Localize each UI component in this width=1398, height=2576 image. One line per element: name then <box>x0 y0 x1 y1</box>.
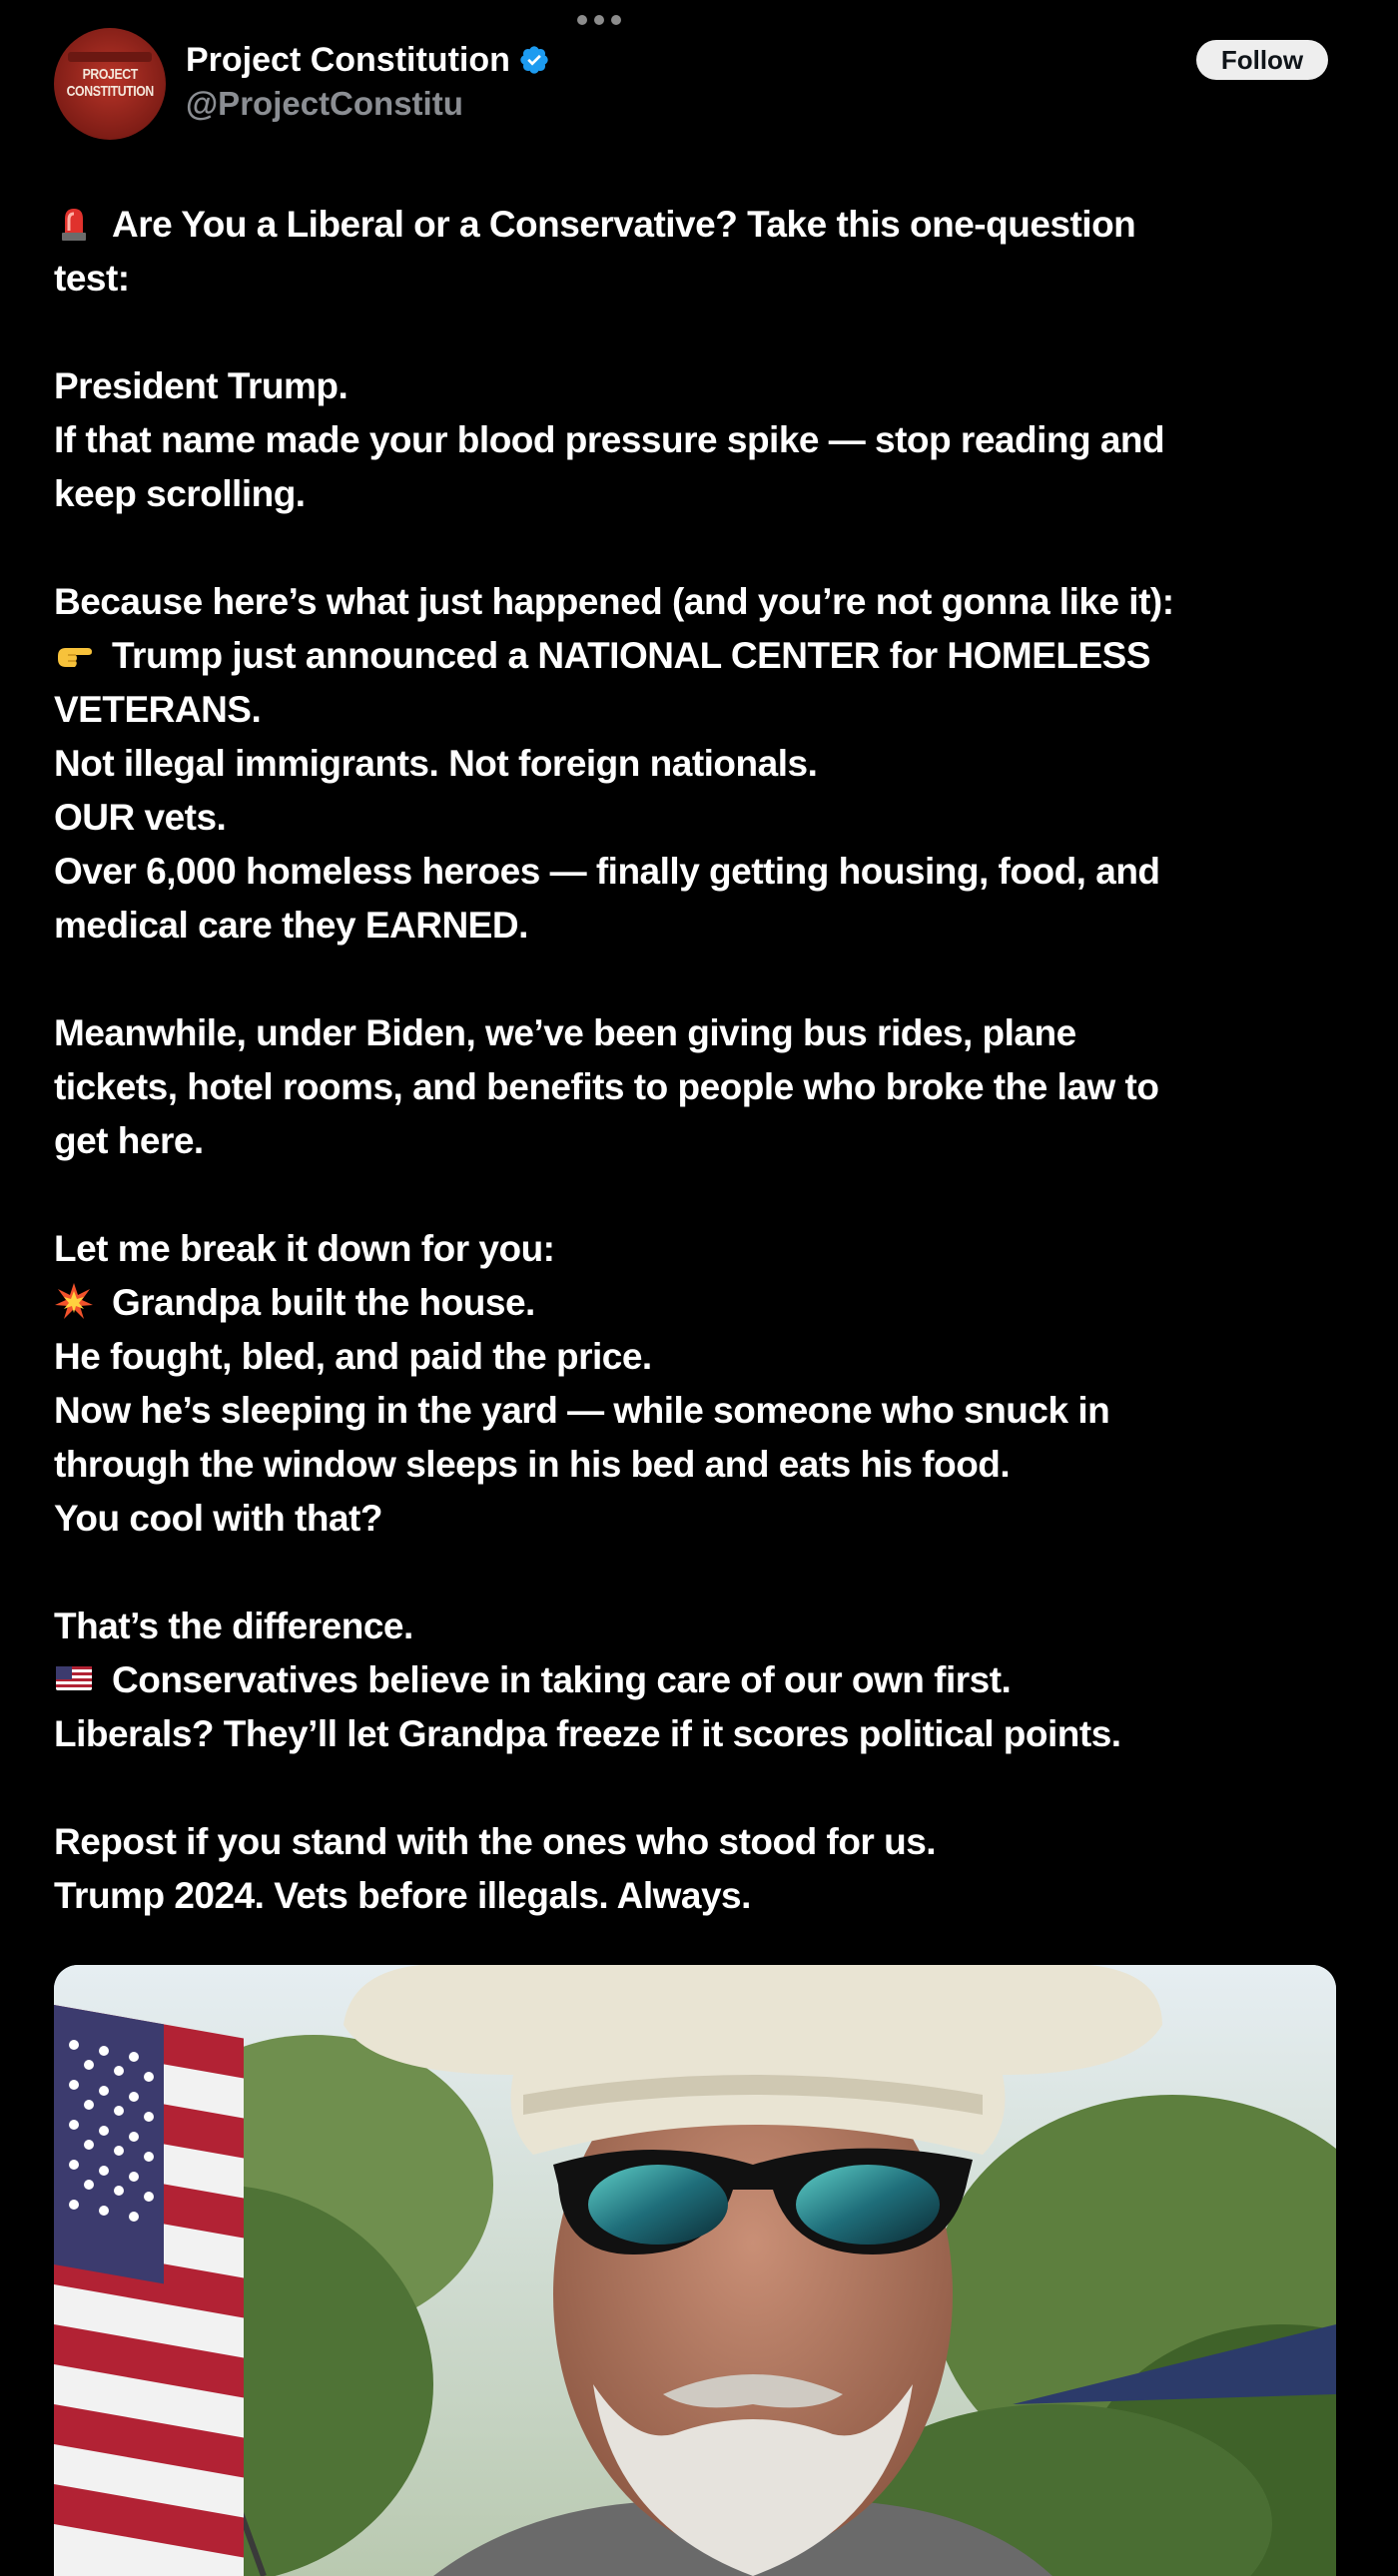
post-line-text: VETERANS. <box>54 689 262 730</box>
post-line-text: Because here’s what just happened (and you’re not gonna like it): <box>54 581 1174 622</box>
post-line-text: Grandpa built the house. <box>112 1282 535 1323</box>
post-line-text: Now he’s sleeping in the yard — while someone who snuck in <box>54 1390 1110 1431</box>
paragraph-break <box>54 953 1352 1006</box>
paragraph-break <box>54 1168 1352 1222</box>
post-line-text: Liberals? They’ll let Grandpa freeze if it scores political points. <box>54 1713 1121 1754</box>
more-options-icon[interactable] <box>577 14 621 26</box>
post-line-text: President Trump. <box>54 365 349 406</box>
post-line <box>54 359 1352 413</box>
post-line <box>54 1006 1352 1060</box>
paragraph-break <box>54 306 1352 359</box>
post-line-text: That’s the difference. <box>54 1606 413 1646</box>
post-line-text: get here. <box>54 1120 204 1161</box>
post-line <box>54 1276 1352 1330</box>
post-line-text: Trump just announced a NATIONAL CENTER for HOMELESS <box>112 635 1151 676</box>
verified-badge-icon <box>518 44 550 76</box>
post-line <box>54 1707 1352 1761</box>
post-line <box>54 1060 1352 1114</box>
post-line-text: tickets, hotel rooms, and benefits to people who broke the law to <box>54 1066 1159 1107</box>
post-line <box>54 1330 1352 1384</box>
post-line-text: Not illegal immigrants. Not foreign nationals. <box>54 743 818 784</box>
us-flag-icon <box>54 1658 94 1698</box>
post-line-text: Let me break it down for you: <box>54 1228 555 1269</box>
post-line <box>54 1869 1352 1923</box>
account-handle[interactable]: @ProjectConstitu <box>186 85 463 122</box>
paragraph-break <box>54 1761 1352 1815</box>
name-row <box>186 40 550 80</box>
post-line <box>54 1815 1352 1869</box>
video-thumbnail <box>54 1965 1336 2576</box>
paragraph-break <box>54 1546 1352 1600</box>
post-line <box>54 1222 1352 1276</box>
post-line-text: You cool with that? <box>54 1498 382 1539</box>
post-line <box>54 899 1352 953</box>
post-line <box>54 737 1352 791</box>
post-line <box>54 575 1352 629</box>
post-text <box>54 198 1352 1923</box>
post-line <box>54 1438 1352 1492</box>
dot <box>594 15 604 25</box>
post-line <box>54 629 1352 683</box>
post-line-text: If that name made your blood pressure spike — stop reading and <box>54 419 1165 460</box>
dot <box>611 15 621 25</box>
post-line-text: Trump 2024. Vets before illegals. Always. <box>54 1875 751 1916</box>
post-line-text: through the window sleeps in his bed and eats his food. <box>54 1444 1011 1485</box>
post-line <box>54 1600 1352 1653</box>
collision-icon <box>54 1281 94 1321</box>
avatar[interactable] <box>54 28 166 140</box>
post-line-text: OUR vets. <box>54 797 227 838</box>
post-line-text: He fought, bled, and paid the price. <box>54 1336 652 1377</box>
display-name[interactable]: Project Constitution <box>186 41 510 79</box>
post-line <box>54 1384 1352 1438</box>
avatar-ornament <box>68 52 152 62</box>
siren-icon <box>54 203 94 243</box>
post-line <box>54 198 1352 252</box>
post-line <box>54 252 1352 306</box>
post-line-text: Meanwhile, under Biden, we’ve been giving bus rides, plane <box>54 1012 1076 1053</box>
avatar-logo-text: PROJECT CONSTITUTION <box>66 66 154 100</box>
post-line-text: medical care they EARNED. <box>54 905 528 946</box>
post-media-video[interactable] <box>54 1965 1336 2576</box>
post-line-text: Over 6,000 homeless heroes — finally getting housing, food, and <box>54 851 1160 892</box>
post-line <box>54 683 1352 737</box>
post-line <box>54 1492 1352 1546</box>
follow-button[interactable]: Follow <box>1196 40 1328 80</box>
post-line <box>54 791 1352 845</box>
post-line <box>54 1114 1352 1168</box>
paragraph-break <box>54 521 1352 575</box>
pointing-hand-icon <box>54 634 94 674</box>
post-line-text: Are You a Liberal or a Conservative? Take this one-question <box>112 204 1136 245</box>
post-line <box>54 413 1352 467</box>
post-header <box>54 28 1328 148</box>
post-line <box>54 1653 1352 1707</box>
post-line-text: Conservatives believe in taking care of our own first. <box>112 1659 1012 1700</box>
post-line-text: Repost if you stand with the ones who stood for us. <box>54 1821 937 1862</box>
post-line <box>54 845 1352 899</box>
post-line <box>54 467 1352 521</box>
post-line-text: keep scrolling. <box>54 473 306 514</box>
post-line-text: test: <box>54 258 130 299</box>
dot <box>577 15 587 25</box>
